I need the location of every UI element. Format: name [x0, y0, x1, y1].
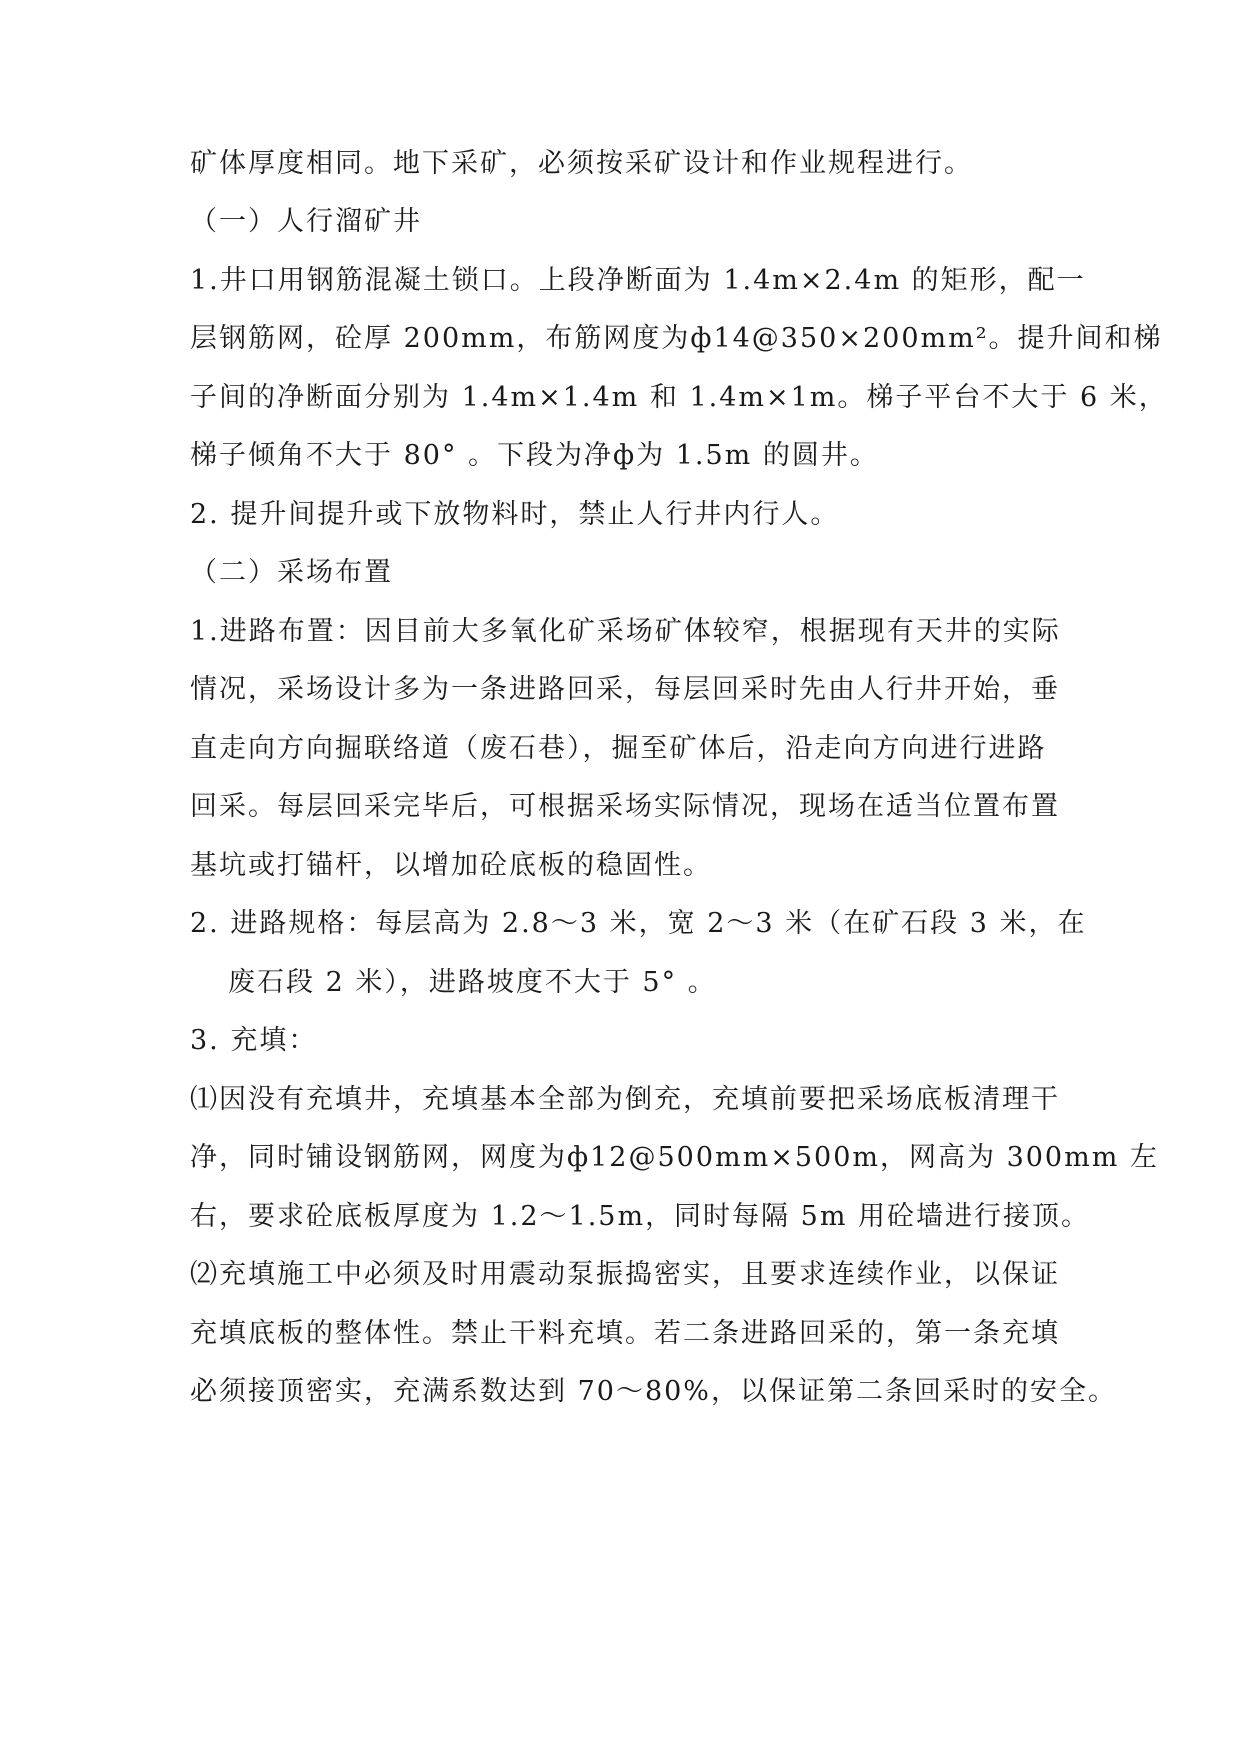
section-heading-1: （一）人行溜矿井 — [190, 206, 422, 237]
text-line-4: 层钢筋网，砼厚 200mm，布筋网度为ф14@350×200mm²。提升间和梯 — [190, 323, 1163, 354]
text-line-18: 净，同时铺设钢筋网，网度为ф12@500mm×500m，网高为 300mm 左 — [190, 1142, 1159, 1173]
text-line-11: 直走向方向掘联络道（废石巷），掘至矿体后，沿走向方向进行进路 — [190, 733, 1047, 764]
text-line-19: 右，要求砼底板厚度为 1.2～1.5m，同时每隔 5m 用砼墙进行接顶。 — [190, 1201, 1091, 1232]
section-heading-2: （二）采场布置 — [190, 557, 393, 588]
text-line-16: 3. 充填： — [190, 1025, 318, 1056]
text-line-5: 子间的净断面分别为 1.4m×1.4m 和 1.4m×1m。梯子平台不大于 6 米， — [190, 382, 1168, 413]
text-line-20: ⑵充填施工中必须及时用震动泵振捣密实，且要求连续作业，以保证 — [190, 1259, 1060, 1290]
text-line-12: 回采。每层回采完毕后，可根据采场实际情况，现场在适当位置布置 — [190, 791, 1060, 822]
text-line-15: 废石段 2 米），进路坡度不大于 5° 。 — [228, 967, 717, 998]
text-line-14: 2. 进路规格：每层高为 2.8～3 米，宽 2～3 米（在矿石段 3 米，在 — [190, 908, 1087, 939]
text-line-9: 1.进路布置：因目前大多氧化矿采场矿体较窄，根据现有天井的实际 — [190, 616, 1061, 647]
text-line-10: 情况，采场设计多为一条进路回采，每层回采时先由人行井开始，垂 — [190, 674, 1060, 705]
text-line-17: ⑴因没有充填井，充填基本全部为倒充，充填前要把采场底板清理干 — [190, 1084, 1060, 1115]
text-line-3: 1.井口用钢筋混凝土锁口。上段净断面为 1.4m×2.4m 的矩形，配一 — [190, 265, 1086, 296]
text-line-6: 梯子倾角不大于 80° 。下段为净ф为 1.5m 的圆井。 — [190, 440, 879, 471]
text-line-21: 充填底板的整体性。禁止干料充填。若二条进路回采的，第一条充填 — [190, 1318, 1060, 1349]
text-line-22: 必须接顶密实，充满系数达到 70～80%，以保证第二条回采时的安全。 — [190, 1376, 1117, 1407]
text-line-1: 矿体厚度相同。地下采矿，必须按采矿设计和作业规程进行。 — [190, 148, 973, 179]
text-line-7: 2. 提升间提升或下放物料时，禁止人行井内行人。 — [190, 499, 840, 530]
text-line-13: 基坑或打锚杆，以增加砼底板的稳固性。 — [190, 850, 712, 881]
